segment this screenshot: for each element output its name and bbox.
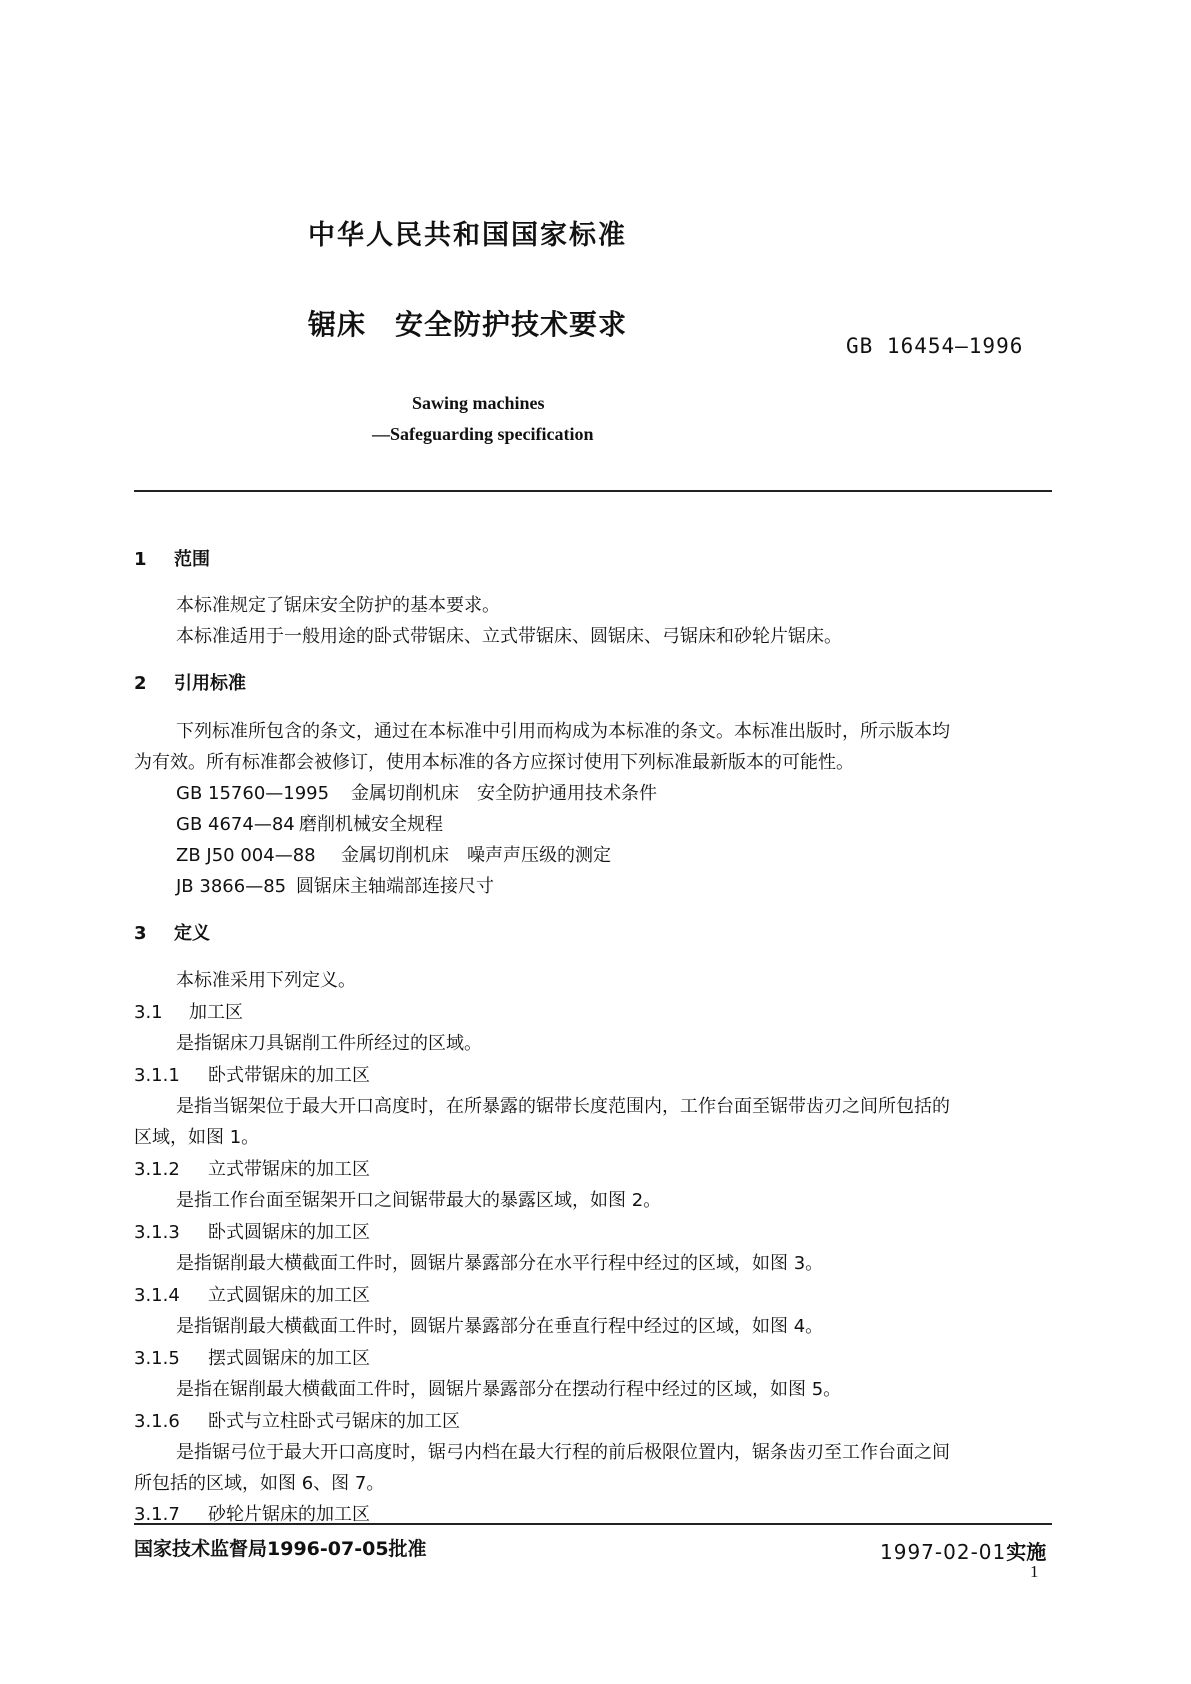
section-number: 3 [134, 923, 147, 944]
subsection-title: 摆式圆锯床的加工区 [208, 1348, 370, 1369]
header-divider [134, 490, 1052, 492]
approval-statement: 国家技术监督局1996-07-05批准 [134, 1538, 427, 1560]
subsection-title: 砂轮片锯床的加工区 [208, 1504, 370, 1525]
subsection-heading [134, 1155, 370, 1181]
definition-text: 是指锯床刀具锯削工件所经过的区域。 [176, 1033, 482, 1054]
subsection-heading [134, 1344, 370, 1370]
subsection-title: 卧式带锯床的加工区 [208, 1065, 370, 1086]
definition-text: 是指当锯架位于最大开口高度时，在所暴露的锯带长度范围内，工作台面至锯带齿刃之间所包括的 [176, 1096, 950, 1117]
subsection-number: 3.1.2 [134, 1159, 180, 1180]
subsection-heading [134, 998, 243, 1024]
document-title: 锯床 安全防护技术要求 [308, 308, 628, 341]
national-standard-heading: 中华人民共和国国家标准 [308, 220, 627, 251]
subsection-number: 3.1.7 [134, 1504, 180, 1525]
reference-code: GB 15760—1995 [176, 783, 330, 804]
subsection-title: 立式带锯床的加工区 [208, 1159, 370, 1180]
subsection-title: 卧式圆锯床的加工区 [208, 1222, 370, 1243]
reference-item [176, 810, 443, 836]
reference-code: JB 3866—85 [176, 876, 287, 897]
reference-item [176, 779, 657, 805]
section-1-heading [134, 545, 210, 571]
subsection-number: 3.1 [134, 1002, 163, 1023]
paragraph: 本标准适用于一般用途的卧式带锯床、立式带锯床、圆锯床、弓锯床和砂轮片锯床。 [176, 626, 842, 647]
definition-text: 是指工作台面至锯架开口之间锯带最大的暴露区域，如图 2。 [176, 1190, 662, 1211]
section-title: 引用标准 [174, 673, 246, 694]
reference-title: 金属切削机床 安全防护通用技术条件 [351, 783, 657, 804]
english-title-line-2: —Safeguarding specification [372, 424, 594, 444]
effective-date: 1997-02-01 [880, 1540, 1007, 1564]
section-title: 定义 [174, 923, 210, 944]
subsection-heading [134, 1061, 370, 1087]
page-number: 1 [1030, 1562, 1039, 1581]
definition-text: 区域，如图 1。 [134, 1127, 260, 1148]
definition-text: 是指在锯削最大横截面工件时，圆锯片暴露部分在摆动行程中经过的区域，如图 5。 [176, 1379, 842, 1400]
section-title: 范围 [174, 549, 210, 570]
subsection-heading [134, 1407, 460, 1433]
section-2-heading [134, 669, 246, 695]
paragraph: 本标准规定了锯床安全防护的基本要求。 [176, 595, 500, 616]
paragraph: 本标准采用下列定义。 [176, 970, 356, 991]
section-number: 2 [134, 673, 147, 694]
subsection-title: 加工区 [189, 1002, 243, 1023]
subsection-number: 3.1.3 [134, 1222, 180, 1243]
footer-divider [134, 1523, 1052, 1525]
subsection-title: 卧式与立柱卧式弓锯床的加工区 [208, 1411, 460, 1432]
reference-title: 磨削机械安全规程 [299, 814, 443, 835]
section-3-heading [134, 919, 210, 945]
subsection-number: 3.1.1 [134, 1065, 180, 1086]
subsection-number: 3.1.5 [134, 1348, 180, 1369]
reference-item [176, 841, 611, 867]
paragraph-line: 为有效。所有标准都会被修订，使用本标准的各方应探讨使用下列标准最新版本的可能性。 [134, 752, 854, 773]
effective-label: 实施 [1006, 1540, 1047, 1564]
effective-statement [880, 1536, 1046, 1565]
definition-text: 是指锯削最大横截面工件时，圆锯片暴露部分在垂直行程中经过的区域，如图 4。 [176, 1316, 824, 1337]
paragraph-line: 下列标准所包含的条文，通过在本标准中引用而构成为本标准的条文。本标准出版时，所示版本均 [176, 721, 950, 742]
subsection-heading [134, 1281, 370, 1307]
subsection-number: 3.1.6 [134, 1411, 180, 1432]
reference-title: 金属切削机床 噪声声压级的测定 [341, 845, 611, 866]
definition-text: 所包括的区域，如图 6、图 7。 [134, 1473, 385, 1494]
subsection-title: 立式圆锯床的加工区 [208, 1285, 370, 1306]
english-title-line-1: Sawing machines [412, 393, 545, 413]
subsection-heading [134, 1218, 370, 1244]
reference-code: GB 4674—84 [176, 814, 295, 835]
section-number: 1 [134, 549, 147, 570]
reference-title: 圆锯床主轴端部连接尺寸 [296, 876, 494, 897]
definition-text: 是指锯削最大横截面工件时，圆锯片暴露部分在水平行程中经过的区域，如图 3。 [176, 1253, 824, 1274]
standard-number: GB 16454—1996 [846, 334, 1024, 358]
reference-item [176, 872, 494, 898]
reference-code: ZB J50 004—88 [176, 845, 316, 866]
subsection-number: 3.1.4 [134, 1285, 180, 1306]
definition-text: 是指锯弓位于最大开口高度时，锯弓内档在最大行程的前后极限位置内，锯条齿刃至工作台面之间 [176, 1442, 950, 1463]
